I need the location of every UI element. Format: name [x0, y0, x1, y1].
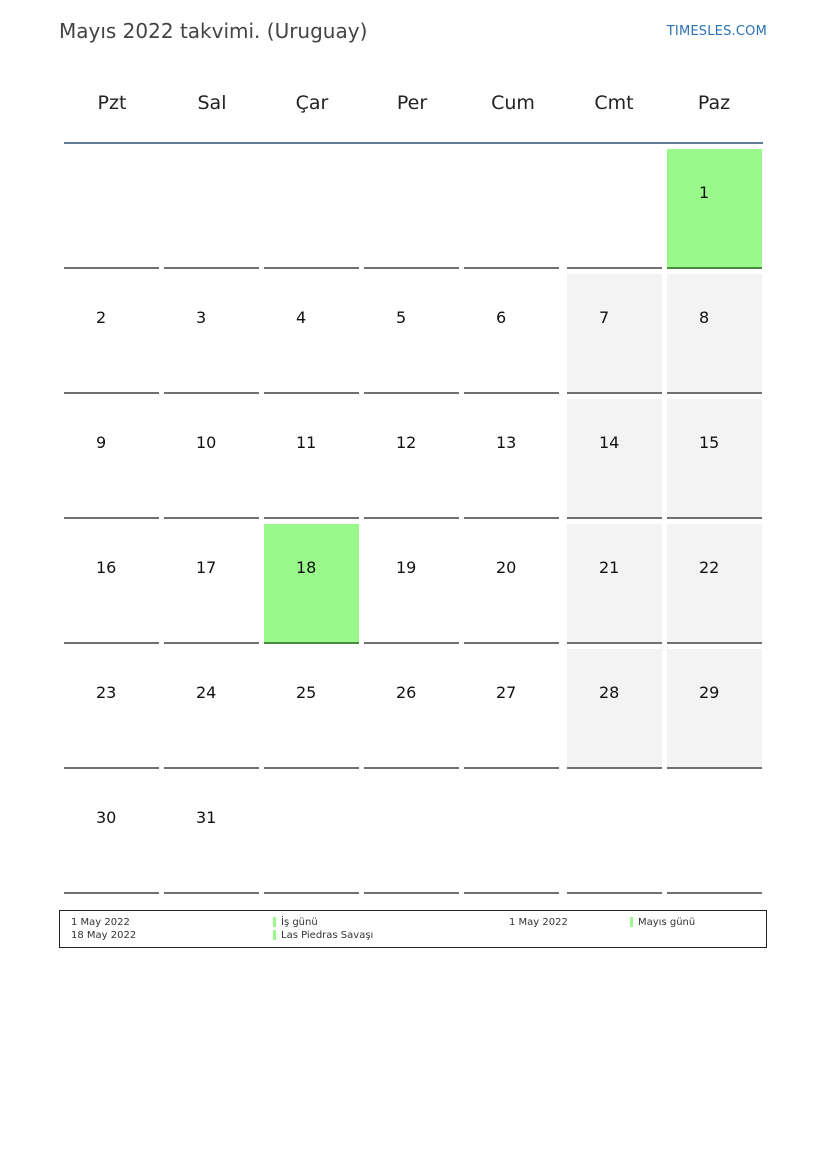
day-cell: [464, 274, 559, 393]
cell-divider: [464, 517, 559, 519]
empty-day-cell: [164, 149, 259, 268]
day-number: 26: [396, 683, 417, 702]
legend-date: 1 May 2022: [71, 917, 130, 928]
cell-divider: [667, 892, 762, 894]
legend-date: 1 May 2022: [509, 917, 568, 928]
day-number: 9: [96, 433, 107, 452]
day-cell: [64, 399, 159, 518]
cell-divider: [464, 892, 559, 894]
day-cell: [364, 524, 459, 643]
day-number: 14: [599, 433, 620, 452]
cell-divider: [164, 517, 259, 519]
empty-day-cell: [64, 149, 159, 268]
day-number: 4: [296, 308, 307, 327]
weekday-label: Paz: [697, 92, 731, 114]
empty-day-cell: [364, 774, 459, 893]
legend-date: 18 May 2022: [71, 930, 137, 941]
day-number: 18: [296, 558, 317, 577]
empty-day-cell: [364, 149, 459, 268]
legend-type: İş günü: [281, 917, 318, 928]
weekday-label: Pzt: [97, 92, 127, 114]
day-cell: [364, 274, 459, 393]
day-cell: [667, 399, 762, 518]
cell-divider: [264, 767, 359, 769]
day-number: 25: [296, 683, 317, 702]
day-number: 21: [599, 558, 620, 577]
weekday-label: Çar: [295, 92, 329, 114]
cell-divider: [264, 892, 359, 894]
cell-divider: [64, 767, 159, 769]
day-number: 28: [599, 683, 620, 702]
day-number: 5: [396, 308, 407, 327]
day-cell: [264, 649, 359, 768]
day-number: 3: [196, 308, 207, 327]
cell-divider: [364, 642, 459, 644]
cell-divider: [567, 392, 662, 394]
cell-divider: [464, 392, 559, 394]
day-cell: [567, 649, 662, 768]
day-number: 27: [496, 683, 517, 702]
cell-divider: [264, 392, 359, 394]
cell-divider: [164, 892, 259, 894]
empty-day-cell: [264, 149, 359, 268]
page-title: Mayıs 2022 takvimi. (Uruguay): [59, 19, 368, 43]
weekday-label: Cum: [491, 92, 535, 114]
cell-divider: [264, 267, 359, 269]
day-cell: [567, 274, 662, 393]
cell-divider: [567, 767, 662, 769]
cell-divider: [464, 267, 559, 269]
empty-day-cell: [567, 149, 662, 268]
cell-divider: [164, 392, 259, 394]
cell-divider: [667, 642, 762, 644]
day-cell: [364, 649, 459, 768]
legend-color-mark: [273, 917, 276, 927]
legend-type: Mayıs günü: [638, 917, 696, 928]
header-divider: [64, 142, 763, 144]
day-cell: [164, 399, 259, 518]
day-number: 10: [196, 433, 217, 452]
cell-divider: [164, 267, 259, 269]
empty-day-cell: [264, 774, 359, 893]
day-number: 22: [699, 558, 720, 577]
day-cell: [667, 274, 762, 393]
day-number: 2: [96, 308, 107, 327]
legend-color-mark: [630, 917, 633, 927]
cell-divider: [264, 517, 359, 519]
cell-divider: [464, 767, 559, 769]
empty-day-cell: [464, 774, 559, 893]
day-cell: [667, 149, 762, 268]
day-cell: [464, 399, 559, 518]
day-cell: [667, 649, 762, 768]
day-number: 8: [699, 308, 710, 327]
day-cell: [464, 649, 559, 768]
day-number: 6: [496, 308, 507, 327]
day-number: 11: [296, 433, 317, 452]
day-cell: [64, 524, 159, 643]
day-number: 7: [599, 308, 610, 327]
legend-color-mark: [273, 930, 276, 940]
cell-divider: [667, 767, 762, 769]
day-cell: [164, 774, 259, 893]
day-number: 13: [496, 433, 517, 452]
cell-divider: [364, 517, 459, 519]
weekday-label: Cmt: [594, 92, 634, 114]
cell-divider: [364, 392, 459, 394]
day-number: 12: [396, 433, 417, 452]
weekday-label: Per: [396, 92, 428, 114]
empty-day-cell: [667, 774, 762, 893]
day-number: 29: [699, 683, 720, 702]
day-number: 30: [96, 808, 117, 827]
cell-divider: [567, 517, 662, 519]
day-number: 15: [699, 433, 720, 452]
cell-divider: [64, 392, 159, 394]
weekday-label: Sal: [197, 92, 227, 114]
site-link[interactable]: TIMESLES.COM: [666, 24, 767, 39]
cell-divider: [464, 642, 559, 644]
cell-divider: [164, 767, 259, 769]
cell-divider: [364, 267, 459, 269]
day-cell: [567, 524, 662, 643]
day-number: 16: [96, 558, 117, 577]
day-number: 24: [196, 683, 217, 702]
day-cell: [64, 774, 159, 893]
legend-box: [59, 910, 767, 948]
cell-divider: [567, 892, 662, 894]
day-number: 19: [396, 558, 417, 577]
day-cell: [264, 524, 359, 643]
empty-day-cell: [464, 149, 559, 268]
day-cell: [164, 274, 259, 393]
empty-day-cell: [567, 774, 662, 893]
day-cell: [64, 274, 159, 393]
cell-divider: [164, 642, 259, 644]
day-number: 23: [96, 683, 117, 702]
cell-divider: [667, 267, 762, 269]
day-cell: [264, 399, 359, 518]
cell-divider: [264, 642, 359, 644]
cell-divider: [667, 392, 762, 394]
day-cell: [64, 649, 159, 768]
cell-divider: [64, 267, 159, 269]
cell-divider: [64, 892, 159, 894]
day-cell: [164, 524, 259, 643]
day-number: 1: [699, 183, 710, 202]
day-cell: [364, 399, 459, 518]
cell-divider: [64, 517, 159, 519]
day-number: 17: [196, 558, 217, 577]
day-cell: [264, 274, 359, 393]
day-number: 31: [196, 808, 217, 827]
legend-type: Las Piedras Savaşı: [281, 930, 374, 941]
weekday-header: [64, 80, 764, 128]
cell-divider: [567, 267, 662, 269]
cell-divider: [567, 642, 662, 644]
cell-divider: [364, 767, 459, 769]
day-cell: [567, 399, 662, 518]
cell-divider: [364, 892, 459, 894]
cell-divider: [667, 517, 762, 519]
day-cell: [164, 649, 259, 768]
day-cell: [667, 524, 762, 643]
day-number: 20: [496, 558, 517, 577]
day-cell: [464, 524, 559, 643]
cell-divider: [64, 642, 159, 644]
